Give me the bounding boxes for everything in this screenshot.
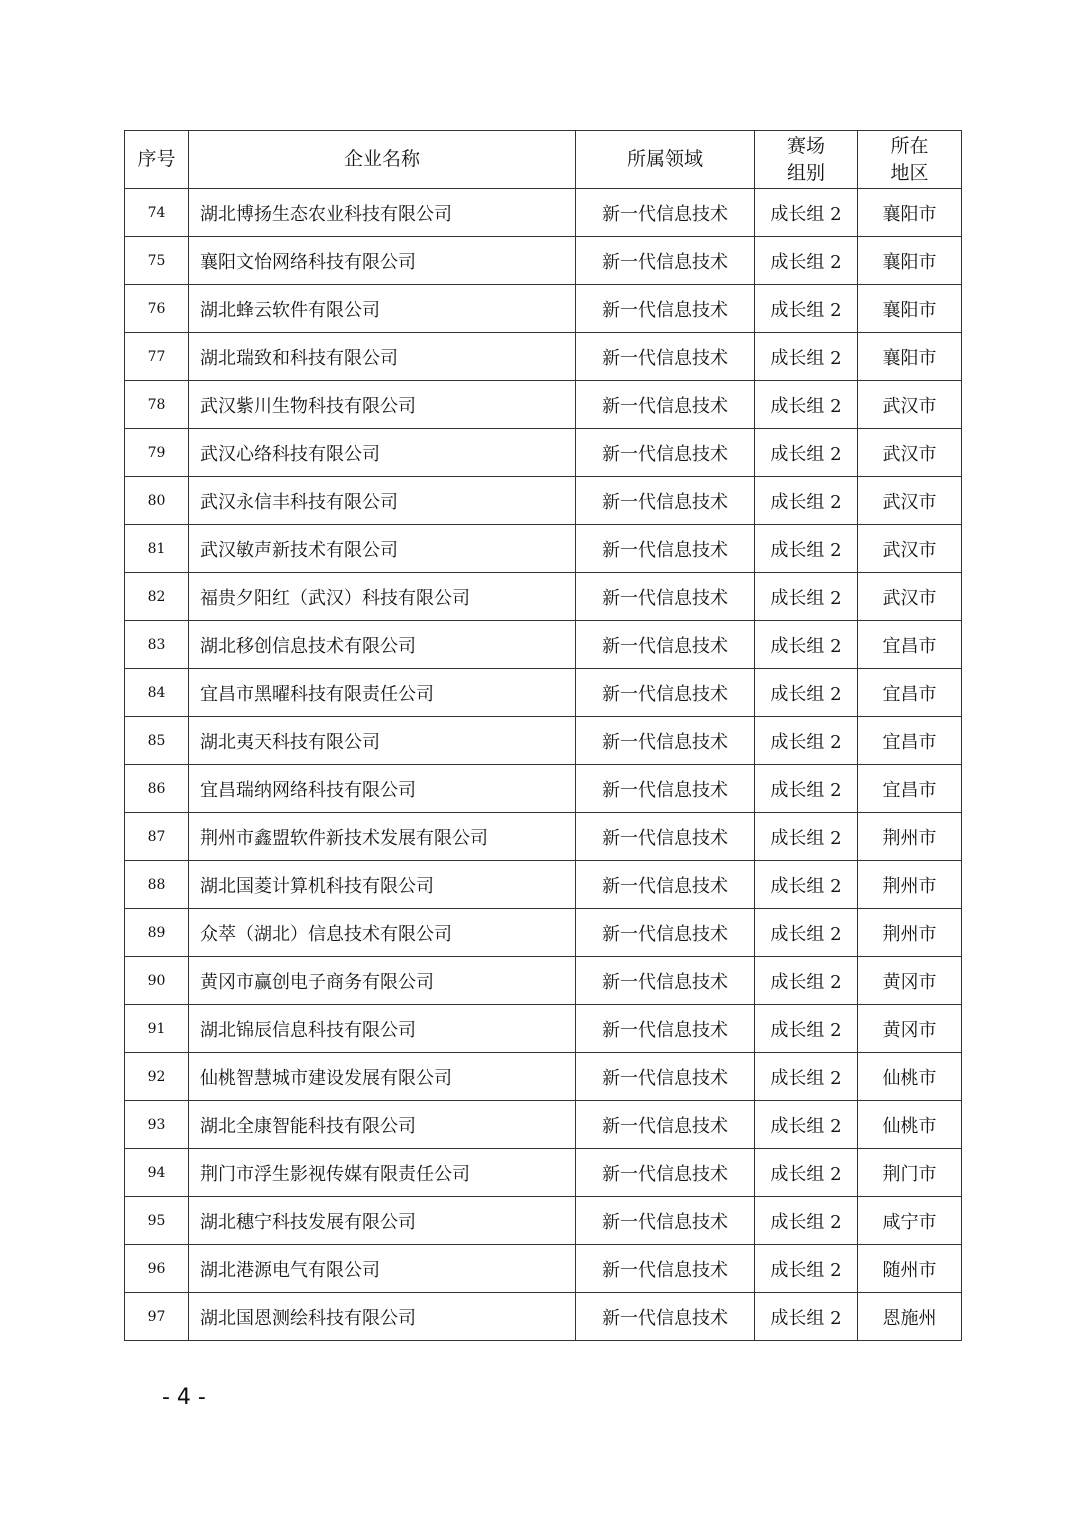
cell-group: 成长组 2: [755, 429, 858, 477]
cell-region: 仙桃市: [858, 1053, 962, 1101]
cell-company-name: 湖北移创信息技术有限公司: [189, 621, 576, 669]
table-row: [125, 909, 962, 957]
cell-company-name: 荆门市浮生影视传媒有限责任公司: [189, 1149, 576, 1197]
cell-company-name: 福贵夕阳红（武汉）科技有限公司: [189, 573, 576, 621]
header-no: 序号: [125, 131, 189, 189]
cell-field: 新一代信息技术: [576, 477, 755, 525]
cell-company-name: 宜昌瑞纳网络科技有限公司: [189, 765, 576, 813]
cell-field: 新一代信息技术: [576, 573, 755, 621]
cell-no: 90: [125, 957, 189, 1005]
cell-group: 成长组 2: [755, 621, 858, 669]
cell-field: 新一代信息技术: [576, 1293, 755, 1341]
cell-company-name: 湖北锦辰信息科技有限公司: [189, 1005, 576, 1053]
cell-no: 94: [125, 1149, 189, 1197]
cell-company-name: 武汉永信丰科技有限公司: [189, 477, 576, 525]
cell-region: 襄阳市: [858, 237, 962, 285]
header-region: [858, 131, 962, 189]
table-row: [125, 717, 962, 765]
cell-no: 95: [125, 1197, 189, 1245]
cell-region: 荆州市: [858, 861, 962, 909]
cell-region: 襄阳市: [858, 189, 962, 237]
cell-company-name: 众萃（湖北）信息技术有限公司: [189, 909, 576, 957]
cell-no: 92: [125, 1053, 189, 1101]
cell-group: 成长组 2: [755, 1005, 858, 1053]
cell-region: 黄冈市: [858, 957, 962, 1005]
table-row: [125, 861, 962, 909]
table-row: [125, 813, 962, 861]
cell-region: 荆州市: [858, 909, 962, 957]
cell-field: 新一代信息技术: [576, 1197, 755, 1245]
cell-group: 成长组 2: [755, 237, 858, 285]
cell-field: 新一代信息技术: [576, 1101, 755, 1149]
table-row: [125, 381, 962, 429]
cell-company-name: 湖北蜂云软件有限公司: [189, 285, 576, 333]
cell-group: 成长组 2: [755, 813, 858, 861]
table-row: [125, 621, 962, 669]
table-row: [125, 429, 962, 477]
cell-region: 武汉市: [858, 429, 962, 477]
company-list-table-container: [124, 130, 961, 1341]
table-row: [125, 1245, 962, 1293]
table-row: [125, 957, 962, 1005]
cell-no: 75: [125, 237, 189, 285]
cell-company-name: 湖北国恩测绘科技有限公司: [189, 1293, 576, 1341]
table-row: [125, 333, 962, 381]
cell-no: 77: [125, 333, 189, 381]
cell-company-name: 湖北博扬生态农业科技有限公司: [189, 189, 576, 237]
cell-company-name: 武汉紫川生物科技有限公司: [189, 381, 576, 429]
cell-company-name: 湖北穗宁科技发展有限公司: [189, 1197, 576, 1245]
cell-group: 成长组 2: [755, 717, 858, 765]
table-row: [125, 1101, 962, 1149]
cell-region: 荆门市: [858, 1149, 962, 1197]
cell-field: 新一代信息技术: [576, 813, 755, 861]
table-row: [125, 285, 962, 333]
header-company-name: 企业名称: [189, 131, 576, 189]
cell-no: 87: [125, 813, 189, 861]
cell-field: 新一代信息技术: [576, 525, 755, 573]
cell-field: 新一代信息技术: [576, 909, 755, 957]
cell-group: 成长组 2: [755, 1101, 858, 1149]
cell-no: 79: [125, 429, 189, 477]
table-row: [125, 1005, 962, 1053]
cell-no: 74: [125, 189, 189, 237]
cell-company-name: 湖北瑞致和科技有限公司: [189, 333, 576, 381]
cell-group: 成长组 2: [755, 1053, 858, 1101]
header-group: [755, 131, 858, 189]
table-row: [125, 765, 962, 813]
cell-group: 成长组 2: [755, 669, 858, 717]
cell-region: 宜昌市: [858, 765, 962, 813]
company-list-table: [124, 130, 962, 1341]
cell-region: 宜昌市: [858, 717, 962, 765]
table-body: [125, 189, 962, 1341]
cell-field: 新一代信息技术: [576, 861, 755, 909]
table-row: [125, 1197, 962, 1245]
table-row: [125, 669, 962, 717]
cell-company-name: 襄阳文怡网络科技有限公司: [189, 237, 576, 285]
table-row: [125, 1293, 962, 1341]
cell-group: 成长组 2: [755, 1293, 858, 1341]
cell-group: 成长组 2: [755, 285, 858, 333]
cell-field: 新一代信息技术: [576, 1149, 755, 1197]
table-row: [125, 1149, 962, 1197]
cell-company-name: 宜昌市黑曜科技有限责任公司: [189, 669, 576, 717]
cell-field: 新一代信息技术: [576, 189, 755, 237]
cell-group: 成长组 2: [755, 573, 858, 621]
table-row: [125, 1053, 962, 1101]
cell-field: 新一代信息技术: [576, 717, 755, 765]
cell-field: 新一代信息技术: [576, 1053, 755, 1101]
cell-field: 新一代信息技术: [576, 1005, 755, 1053]
cell-region: 仙桃市: [858, 1101, 962, 1149]
cell-no: 88: [125, 861, 189, 909]
table-row: [125, 189, 962, 237]
cell-field: 新一代信息技术: [576, 333, 755, 381]
cell-field: 新一代信息技术: [576, 285, 755, 333]
cell-field: 新一代信息技术: [576, 237, 755, 285]
cell-region: 宜昌市: [858, 669, 962, 717]
cell-region: 黄冈市: [858, 1005, 962, 1053]
cell-no: 91: [125, 1005, 189, 1053]
cell-company-name: 黄冈市赢创电子商务有限公司: [189, 957, 576, 1005]
cell-group: 成长组 2: [755, 909, 858, 957]
cell-company-name: 荆州市鑫盟软件新技术发展有限公司: [189, 813, 576, 861]
cell-field: 新一代信息技术: [576, 429, 755, 477]
cell-no: 89: [125, 909, 189, 957]
cell-company-name: 湖北国菱计算机科技有限公司: [189, 861, 576, 909]
cell-no: 97: [125, 1293, 189, 1341]
cell-group: 成长组 2: [755, 333, 858, 381]
table-row: [125, 477, 962, 525]
cell-company-name: 武汉心络科技有限公司: [189, 429, 576, 477]
header-region-line2: 地区: [890, 161, 929, 184]
cell-group: 成长组 2: [755, 1149, 858, 1197]
cell-region: 随州市: [858, 1245, 962, 1293]
cell-no: 78: [125, 381, 189, 429]
cell-company-name: 仙桃智慧城市建设发展有限公司: [189, 1053, 576, 1101]
header-group-line2: 组别: [786, 161, 825, 184]
cell-region: 恩施州: [858, 1293, 962, 1341]
cell-no: 76: [125, 285, 189, 333]
cell-company-name: 湖北夷天科技有限公司: [189, 717, 576, 765]
cell-no: 85: [125, 717, 189, 765]
table-row: [125, 525, 962, 573]
cell-no: 86: [125, 765, 189, 813]
cell-group: 成长组 2: [755, 477, 858, 525]
cell-region: 武汉市: [858, 381, 962, 429]
cell-field: 新一代信息技术: [576, 1245, 755, 1293]
cell-region: 襄阳市: [858, 285, 962, 333]
cell-group: 成长组 2: [755, 861, 858, 909]
cell-region: 武汉市: [858, 525, 962, 573]
cell-group: 成长组 2: [755, 1245, 858, 1293]
cell-region: 武汉市: [858, 477, 962, 525]
header-field: 所属领域: [576, 131, 755, 189]
cell-no: 84: [125, 669, 189, 717]
cell-region: 荆州市: [858, 813, 962, 861]
cell-company-name: 湖北全康智能科技有限公司: [189, 1101, 576, 1149]
cell-no: 96: [125, 1245, 189, 1293]
cell-field: 新一代信息技术: [576, 621, 755, 669]
cell-company-name: 武汉敏声新技术有限公司: [189, 525, 576, 573]
cell-group: 成长组 2: [755, 1197, 858, 1245]
cell-field: 新一代信息技术: [576, 669, 755, 717]
table-header: [125, 131, 962, 189]
cell-no: 82: [125, 573, 189, 621]
cell-region: 武汉市: [858, 573, 962, 621]
table-row: [125, 573, 962, 621]
cell-field: 新一代信息技术: [576, 765, 755, 813]
cell-no: 81: [125, 525, 189, 573]
cell-region: 宜昌市: [858, 621, 962, 669]
cell-group: 成长组 2: [755, 765, 858, 813]
header-region-line1: 所在: [890, 134, 929, 157]
header-row: [125, 131, 962, 189]
page-number: - 4 -: [162, 1385, 206, 1410]
cell-field: 新一代信息技术: [576, 957, 755, 1005]
cell-company-name: 湖北港源电气有限公司: [189, 1245, 576, 1293]
header-group-line1: 赛场: [786, 134, 825, 157]
cell-no: 80: [125, 477, 189, 525]
cell-no: 93: [125, 1101, 189, 1149]
cell-group: 成长组 2: [755, 957, 858, 1005]
cell-group: 成长组 2: [755, 525, 858, 573]
cell-group: 成长组 2: [755, 189, 858, 237]
table-row: [125, 237, 962, 285]
cell-no: 83: [125, 621, 189, 669]
cell-group: 成长组 2: [755, 381, 858, 429]
cell-region: 襄阳市: [858, 333, 962, 381]
cell-field: 新一代信息技术: [576, 381, 755, 429]
cell-region: 咸宁市: [858, 1197, 962, 1245]
